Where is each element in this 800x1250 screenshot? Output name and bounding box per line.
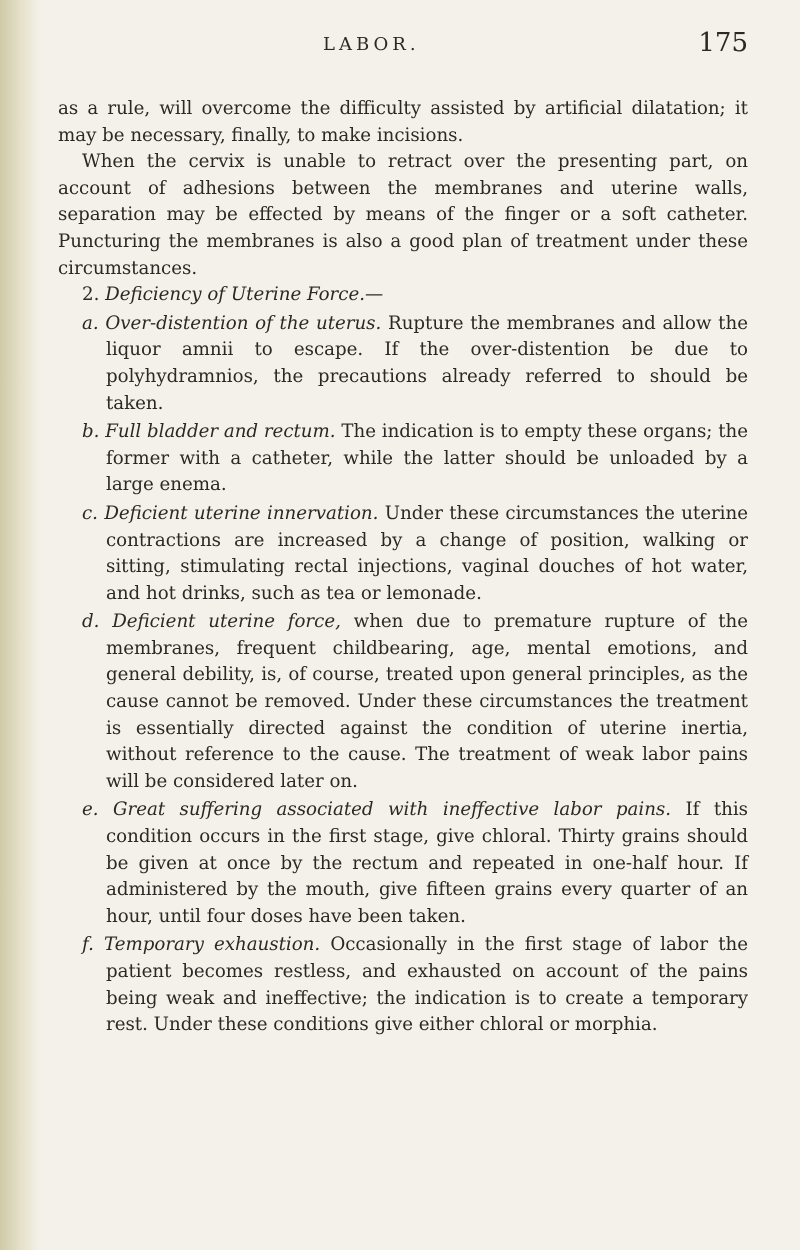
section-heading [58,282,748,309]
item-letter: a. [82,312,99,334]
item-text: Rupture the membranes and allow the liquor amnii to escape. If the over-distention be due to polyhydramnios, the precautions already referred to should be taken. [106,312,748,414]
page-header [58,28,748,68]
item-letter: b. [82,421,100,443]
item-title: Temporary exhaustion. [104,934,321,956]
item-text: when due to premature rupture of the membranes, frequent childbearing, age, mental emotions, and general debility, is, of course, treated upon general principles, as the cause cannot be removed. Under these circumstances the treatment is essentially directed against the condition of uterine inertia, without reference to the cause. The treatment of weak labor pains will be considered later on. [106,611,748,792]
item-title: Great suffering associated with ineffective labor pains. [112,799,672,821]
section-title: Deficiency of Uterine Force.— [105,284,384,306]
body-text [58,96,748,1039]
item-title: Over-distention of the uterus. [105,312,382,334]
section-number: 2. [82,284,100,306]
list-item [58,311,748,417]
paragraph: When the cervix is unable to retract over the presenting part, on account of adhesions between the membranes and uterine walls, separation may be effected by means of the finger or a soft catheter. Puncturing the membranes is also a good plan of treatment under these circumstances. [58,151,748,279]
page-number: 175 [698,28,748,58]
list-item [58,501,748,607]
item-text: Under these circumstances the uterine contractions are increased by a change of position, walking or sitting, stimulating rectal injections, vaginal douches of hot water, and hot drinks, such as tea or lemonade. [106,502,748,604]
list-item [58,419,748,499]
item-letter: f. [82,934,94,956]
item-letter: d. [82,611,100,633]
item-title: Full bladder and rectum. [105,421,336,443]
item-text: The indication is to empty these organs; the former with a catheter, while the latter should be unloaded by a large enema. [106,421,748,496]
list-item [58,609,748,795]
item-text: Occasionally in the first stage of labor the patient becomes restless, and exhausted on account of the pains being weak and ineffective; the indication is to create a temporary rest. Under these conditions give either chloral or morphia. [106,934,748,1036]
page-gutter-shadow [0,0,40,1250]
item-text: If this condition occurs in the first stage, give chloral. Thirty grains should be given at once by the rectum and repeated in one-half hour. If administered by the mouth, give fifteen grains every quarter of an hour, until four doses have been taken. [106,799,748,927]
item-title: Deficient uterine force, [112,611,341,633]
book-page [58,28,748,1039]
item-letter: c. [82,502,98,524]
list-item [58,932,748,1038]
item-letter: e. [82,799,99,821]
paragraph: as a rule, will overcome the difficulty assisted by artificial dilatation; it may be necessary, finally, to make incisions. [58,98,748,146]
item-title: Deficient uterine innervation. [104,502,379,524]
running-head: LABOR. [323,34,420,55]
list-item [58,797,748,930]
